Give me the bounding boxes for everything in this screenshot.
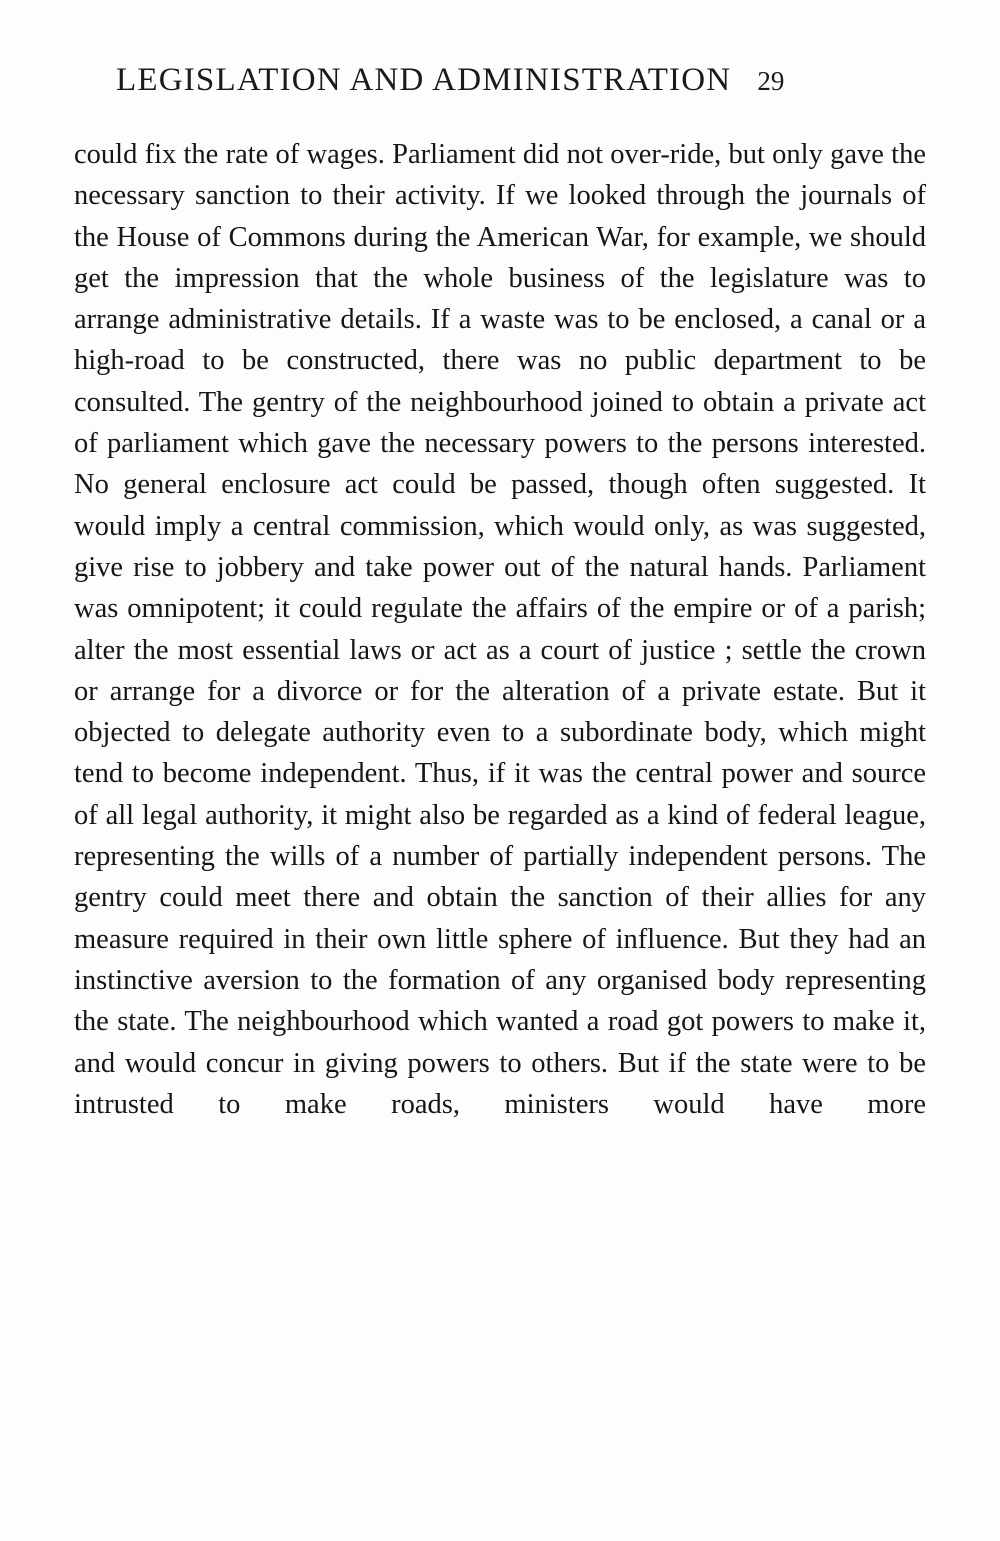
running-title: LEGISLATION AND ADMINISTRATION — [116, 62, 732, 98]
page-number: 29 — [757, 66, 785, 96]
page-body — [74, 134, 926, 1125]
body-paragraph: could fix the rate of wages. Parliament did not over-ride, but only gave the necessary sanction to their activity. If we looked through the journals of the House of Commons during the American War, for example, we should get the impression that the whole business of the legislature was to arrange administrative details. If a waste was to be enclosed, a canal or a high-road to be constructed, there was no public department to be consulted. The gentry of the neighbourhood joined to obtain a private act of parliament which gave the necessary powers to the persons interested. No general enclosure act could be passed, though often suggested. It would imply a central commission, which would only, as was suggested, give rise to jobbery and take power out of the natural hands. Parliament was omnipotent; it could regulate the affairs of the empire or of a parish; alter the most essential laws or act as a court of justice ; settle the crown or arrange for a divorce or for the alteration of a private estate. But it objected to delegate authority even to a subordinate body, which might tend to become independent. Thus, if it was the central power and source of all legal authority, it might also be regarded as a kind of federal league, representing the wills of a number of partially independent persons. The gentry could meet there and obtain the sanction of their allies for any measure required in their own little sphere of influence. But they had an instinctive aversion to the formation of any organised body representing the state. The neighbourhood which wanted a road got powers to make it, and would concur in giving powers to others. But if the state were to be intrusted to make roads, ministers would have more — [74, 139, 926, 1120]
page-header — [74, 62, 926, 99]
